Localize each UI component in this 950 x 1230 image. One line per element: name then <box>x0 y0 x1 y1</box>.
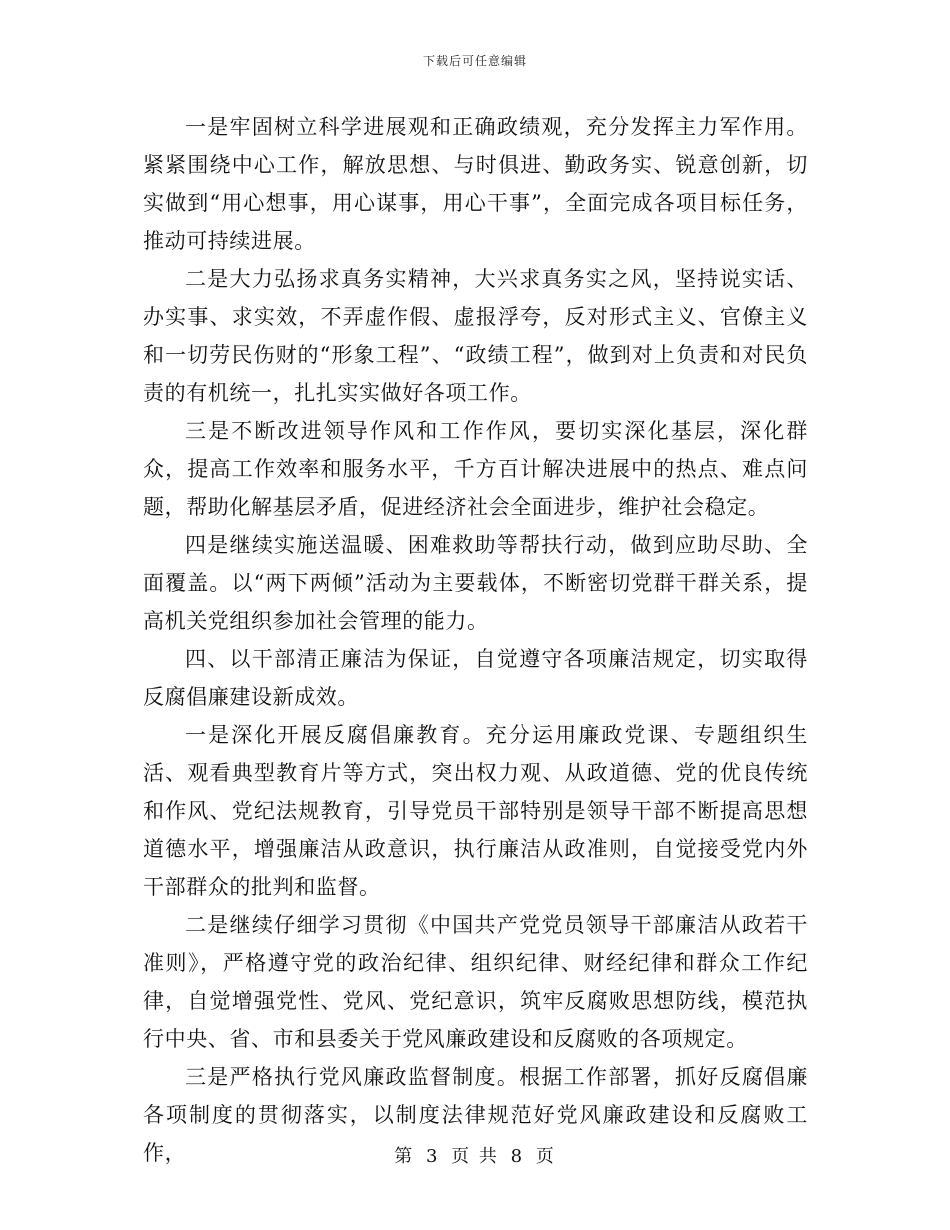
footer-prefix: 第 <box>394 1146 415 1167</box>
paragraph-7: 三是严格执行党风廉政监督制度。根据工作部署，抓好反腐倡廉各项制度的贯彻落实，以制度法律规范好党风廉政建设和反腐败工作， <box>143 1065 808 1165</box>
document-body <box>143 108 808 1172</box>
paragraph-6: 二是继续仔细学习贯彻《中国共产党党员领导干部廉洁从政若干准则》，严格遵守党的政治纪律、组织纪律、财经纪律和群众工作纪律，自觉增强党性、党风、党纪意识，筑牢反腐败思想防线，模范执行中央、省、市和县委关于党风廉政建设和反腐败的各项规定。 <box>143 913 808 1051</box>
page-header: 下载后可任意编辑 <box>422 54 527 68</box>
paragraph-1: 一是牢固树立科学进展观和正确政绩观，充分发挥主力军作用。紧紧围绕中心工作，解放思想、与时俱进、勤政务实、锐意创新，切实做到“用心想事，用心谋事，用心干事”，全面完成各项目标任务，推动可持续进展。 <box>143 115 808 253</box>
paragraph-4: 四是继续实施送温暖、困难救助等帮扶行动，做到应助尽助、全面覆盖。以“两下两倾”活动为主要载体，不断密切党群干群关系，提高机关党组织参加社会管理的能力。 <box>143 533 808 633</box>
footer-total-pages: 8 <box>510 1146 525 1167</box>
footer-suffix: 页 <box>535 1146 556 1167</box>
paragraph-5: 一是深化开展反腐倡廉教育。充分运用廉政党课、专题组织生活、观看典型教育片等方式，突出权力观、从政道德、党的优良传统和作风、党纪法规教育，引导党员干部特别是领导干部不断提高思想道德水平，增强廉洁从政意识，执行廉洁从政准则，自觉接受党内外干部群众的批判和监督。 <box>143 723 808 899</box>
footer-middle: 页 共 <box>451 1146 499 1167</box>
page-footer <box>0 1142 950 1168</box>
section-heading: 四、以干部清正廉洁为保证，自觉遵守各项廉洁规定，切实取得反腐倡廉建设新成效。 <box>143 647 808 709</box>
footer-current-page: 3 <box>425 1146 440 1167</box>
paragraph-3: 三是不断改进领导作风和工作作风，要切实深化基层，深化群众，提高工作效率和服务水平，千方百计解决进展中的热点、难点问题，帮助化解基层矛盾，促进经济社会全面进步，维护社会稳定。 <box>143 419 808 519</box>
paragraph-2: 二是大力弘扬求真务实精神，大兴求真务实之风，坚持说实话、办实事、求实效，不弄虚作假、虚报浮夸，反对形式主义、官僚主义和一切劳民伤财的“形象工程”、“政绩工程”，做到对上负责和对民负责的有机统一，扎扎实实做好各项工作。 <box>143 267 808 405</box>
